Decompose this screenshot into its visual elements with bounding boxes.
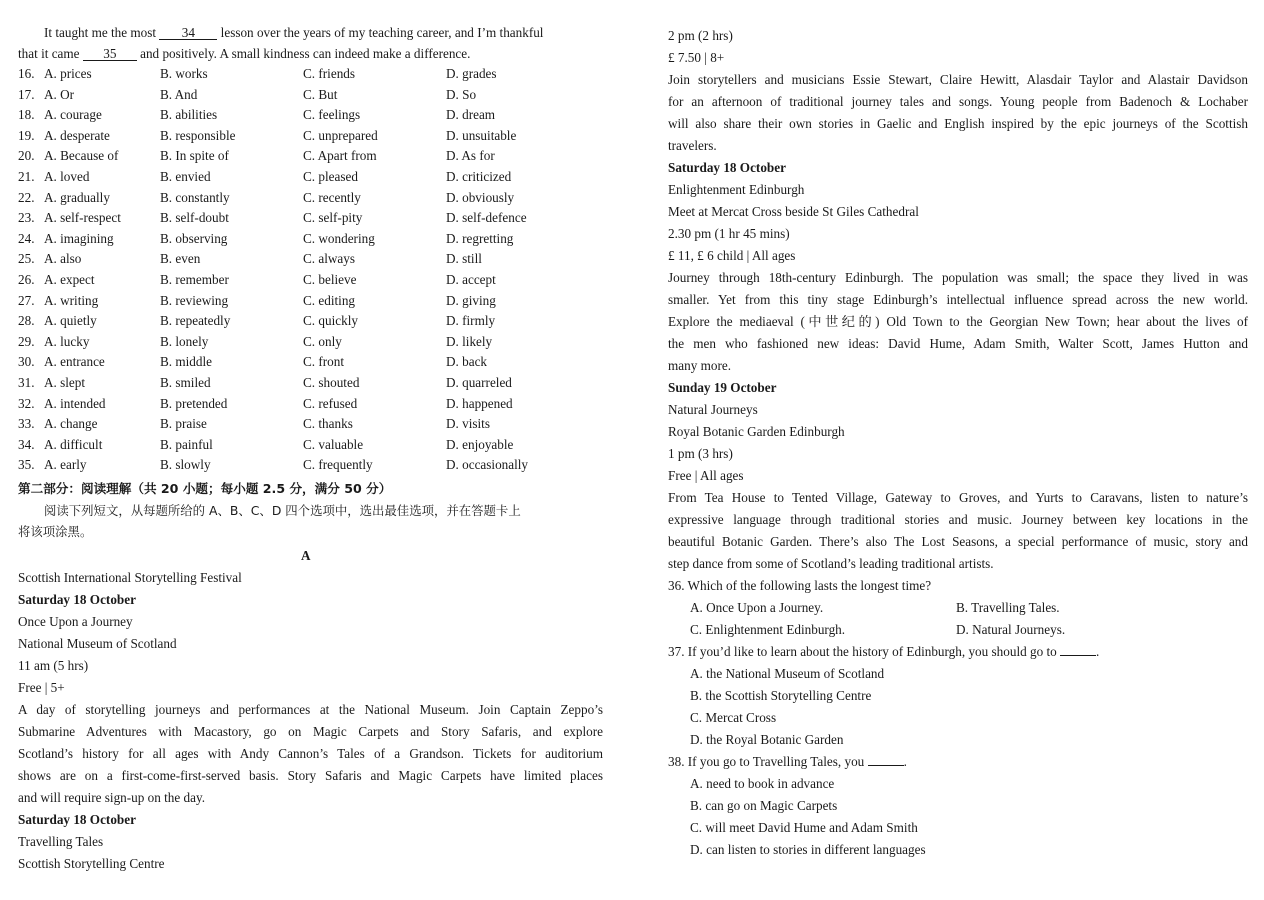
option-d: D. occasionally bbox=[446, 457, 529, 473]
option-b: B. pretended bbox=[160, 395, 228, 411]
question-stem: 38. If you go to Travelling Tales, you . bbox=[668, 754, 907, 769]
option-c: C. only bbox=[303, 333, 342, 349]
option-a: A. intended bbox=[44, 395, 106, 411]
option-c: C. valuable bbox=[303, 436, 364, 452]
option-a: A. need to book in advance bbox=[690, 776, 835, 791]
option-a: A. Once Upon a Journey. bbox=[690, 600, 824, 615]
option-c: C. But bbox=[303, 86, 338, 102]
option-a: A. entrance bbox=[44, 354, 105, 370]
option-c: C. feelings bbox=[303, 107, 361, 123]
option-d: D. back bbox=[446, 354, 488, 370]
cloze-text: lesson over the years of my teaching career, and I’m thankful bbox=[220, 25, 544, 40]
passage-line: 2.30 pm (1 hr 45 mins) bbox=[668, 226, 790, 241]
passage-line: Free | 5+ bbox=[18, 680, 65, 695]
question-number: 30. bbox=[18, 354, 35, 370]
option-c: C. unprepared bbox=[303, 127, 378, 143]
event-date-heading: Saturday 18 October bbox=[18, 812, 136, 827]
option-b: B. abilities bbox=[160, 107, 218, 123]
option-a: A. also bbox=[44, 251, 82, 267]
passage-line: £ 11, £ 6 child | All ages bbox=[668, 248, 796, 263]
option-c: C. shouted bbox=[303, 375, 360, 390]
question-number: 22. bbox=[18, 189, 35, 205]
question-number: 23. bbox=[18, 210, 35, 226]
question-number: 28. bbox=[18, 313, 35, 329]
option-b: B. painful bbox=[160, 436, 213, 452]
cloze-tail-line-1 bbox=[44, 25, 543, 41]
option-c: C. Apart from bbox=[303, 148, 377, 164]
question-number: 20. bbox=[18, 148, 35, 164]
option-c: C. refused bbox=[303, 395, 358, 411]
question-number: 35. bbox=[18, 457, 35, 473]
option-b: B. middle bbox=[160, 354, 213, 370]
option-d: D. criticized bbox=[446, 169, 512, 184]
option-b: B. Travelling Tales. bbox=[956, 600, 1060, 615]
option-c: C. always bbox=[303, 251, 356, 267]
option-c: C. Enlightenment Edinburgh. bbox=[690, 622, 846, 637]
passage-line: National Museum of Scotland bbox=[18, 636, 177, 651]
passage-line: Meet at Mercat Cross beside St Giles Cathedral bbox=[668, 204, 919, 219]
option-d: D. giving bbox=[446, 292, 496, 308]
option-b: B. responsible bbox=[160, 127, 236, 143]
passage-line: expressive language through traditional stories and music. Journey between key locations in the bbox=[668, 512, 1248, 527]
passage-line: Journey through 18th-century Edinburgh. The population was small; the space they lived in was bbox=[668, 270, 1248, 285]
option-d: D. likely bbox=[446, 333, 493, 349]
event-date-heading: Saturday 18 October bbox=[18, 592, 136, 607]
option-d: D. firmly bbox=[446, 313, 496, 329]
cloze-tail-line-2 bbox=[18, 46, 470, 62]
option-a: A. Or bbox=[44, 86, 75, 102]
question-stem: 37. If you’d like to learn about the history of Edinburgh, you should go to . bbox=[668, 644, 1100, 659]
option-d: D. visits bbox=[446, 416, 490, 432]
passage-line: shows are on a first-come-first-served basis. Story Safaris and Magic Carpets have limited places bbox=[18, 768, 603, 783]
blank-35: 35 bbox=[83, 47, 137, 61]
question-stem: 36. Which of the following lasts the longest time? bbox=[668, 578, 932, 593]
option-a: A. early bbox=[44, 457, 87, 473]
option-b: B. works bbox=[160, 66, 208, 81]
option-b: B. can go on Magic Carpets bbox=[690, 798, 838, 813]
passage-line: smaller. Yet from this tiny stage Edinburgh’s intellectual influence spread across the new world. bbox=[668, 292, 1248, 307]
option-b: B. observing bbox=[160, 230, 228, 246]
passage-line: will also share their own stories in Gaelic and English inspired by the epic journeys of the Scottish bbox=[668, 116, 1248, 131]
passage-line: Join storytellers and musicians Essie Stewart, Claire Hewitt, Alasdair Taylor and Alastair Davidson bbox=[668, 72, 1248, 87]
option-b: B. remember bbox=[160, 272, 229, 287]
option-a: A. loved bbox=[44, 169, 90, 184]
option-a: A. expect bbox=[44, 272, 95, 287]
option-c: C. friends bbox=[303, 66, 356, 81]
passage-line: and will require sign-up on the day. bbox=[18, 790, 206, 805]
option-b: B. self-doubt bbox=[160, 210, 229, 226]
option-a: A. difficult bbox=[44, 436, 103, 452]
part2-instructions-line-1: 阅读下列短文，从每题所给的 A、B、C、D 四个选项中，选出最佳选项，并在答题卡上 bbox=[44, 503, 521, 518]
option-a: A. gradually bbox=[44, 189, 110, 205]
passage-line: From Tea House to Tented Village, Gateway to Groves, and Yurts to Caravans, listen to nature’s bbox=[668, 490, 1248, 505]
passage-line: £ 7.50 | 8+ bbox=[668, 50, 725, 65]
answer-blank bbox=[868, 765, 904, 766]
option-a: A. change bbox=[44, 416, 98, 432]
option-c: C. self-pity bbox=[303, 210, 363, 226]
option-c: C. thanks bbox=[303, 416, 353, 432]
option-d: D. enjoyable bbox=[446, 436, 514, 452]
option-c: C. will meet David Hume and Adam Smith bbox=[690, 820, 918, 835]
passage-letter: A bbox=[301, 548, 311, 563]
question-number: 31. bbox=[18, 375, 35, 390]
option-b: B. praise bbox=[160, 416, 207, 432]
passage-line: many more. bbox=[668, 358, 731, 373]
option-a: A. writing bbox=[44, 292, 99, 308]
option-d: D. can listen to stories in different languages bbox=[690, 842, 926, 857]
blank-34: 34 bbox=[159, 26, 217, 40]
option-d: D. Natural Journeys. bbox=[956, 622, 1066, 637]
option-d: D. obviously bbox=[446, 189, 515, 205]
option-c: C. quickly bbox=[303, 313, 358, 329]
part2-instructions-line-2: 将该项涂黑。 bbox=[18, 524, 93, 539]
passage-line: travelers. bbox=[668, 138, 717, 153]
option-b: B. And bbox=[160, 86, 198, 102]
question-number: 19. bbox=[18, 127, 35, 143]
option-b: B. even bbox=[160, 251, 201, 267]
passage-line: 11 am (5 hrs) bbox=[18, 658, 89, 673]
option-b: B. In spite of bbox=[160, 148, 229, 164]
question-number: 16. bbox=[18, 66, 35, 81]
option-b: B. lonely bbox=[160, 333, 209, 349]
option-d: D. still bbox=[446, 251, 482, 267]
option-c: C. wondering bbox=[303, 230, 375, 246]
option-c: C. recently bbox=[303, 189, 361, 205]
option-a: A. quietly bbox=[44, 313, 97, 329]
option-d: D. So bbox=[446, 86, 477, 102]
passage-line: 2 pm (2 hrs) bbox=[668, 28, 733, 43]
option-c: C. front bbox=[303, 354, 345, 370]
option-d: D. accept bbox=[446, 272, 496, 287]
cloze-text: It taught me the most bbox=[44, 25, 157, 40]
option-a: A. lucky bbox=[44, 333, 90, 349]
option-d: D. happened bbox=[446, 395, 513, 411]
passage-line: Scottish Storytelling Centre bbox=[18, 856, 165, 871]
event-date-heading: Sunday 19 October bbox=[668, 380, 777, 395]
option-b: B. envied bbox=[160, 169, 211, 184]
option-b: B. repeatedly bbox=[160, 313, 231, 329]
option-d: D. As for bbox=[446, 148, 495, 164]
option-a: A. self-respect bbox=[44, 210, 121, 226]
option-c: C. Mercat Cross bbox=[690, 710, 777, 725]
passage-line: Explore the mediaeval (中世纪的) Old Town to the Georgian New Town; hear about the lives of bbox=[668, 314, 1248, 329]
passage-line: Once Upon a Journey bbox=[18, 614, 133, 629]
question-number: 24. bbox=[18, 230, 35, 246]
option-d: D. regretting bbox=[446, 230, 514, 246]
passage-line: Submarine Adventures with Macastory, go on Magic Carpets and Story Safaris, and explore bbox=[18, 724, 603, 739]
part2-heading: 第二部分：阅读理解（共 20 小题；每小题 2.5 分，满分 50 分） bbox=[18, 481, 392, 496]
passage-line: Enlightenment Edinburgh bbox=[668, 182, 805, 197]
passage-line: Royal Botanic Garden Edinburgh bbox=[668, 424, 845, 439]
question-number: 21. bbox=[18, 169, 35, 184]
option-b: B. constantly bbox=[160, 189, 230, 205]
question-number: 18. bbox=[18, 107, 35, 123]
option-a: A. Because of bbox=[44, 148, 119, 164]
question-number: 32. bbox=[18, 395, 35, 411]
passage-line: step dance from some of Scotland’s leading traditional artists. bbox=[668, 556, 994, 571]
question-number: 29. bbox=[18, 333, 35, 349]
option-d: D. quarreled bbox=[446, 375, 512, 390]
option-a: A. desperate bbox=[44, 127, 110, 143]
passage-line: 1 pm (3 hrs) bbox=[668, 446, 733, 461]
passage-line: Natural Journeys bbox=[668, 402, 758, 417]
question-number: 34. bbox=[18, 436, 35, 452]
passage-line: Travelling Tales bbox=[18, 834, 104, 849]
answer-blank bbox=[1060, 655, 1096, 656]
option-a: A. slept bbox=[44, 375, 86, 390]
passage-line: the men who fashioned new ideas: David Hume, Adam Smith, Walter Scott, James Hutton and bbox=[668, 336, 1248, 351]
option-a: A. prices bbox=[44, 66, 92, 81]
option-d: D. the Royal Botanic Garden bbox=[690, 732, 844, 747]
option-b: B. reviewing bbox=[160, 292, 229, 308]
passage-line: for an afternoon of traditional journey tales and songs. Young people from Badenoch & Lochaber bbox=[668, 94, 1248, 109]
question-number: 17. bbox=[18, 86, 35, 102]
option-d: D. unsuitable bbox=[446, 127, 517, 143]
option-c: C. editing bbox=[303, 292, 356, 308]
option-b: B. the Scottish Storytelling Centre bbox=[690, 688, 872, 703]
question-number: 27. bbox=[18, 292, 35, 308]
option-c: C. believe bbox=[303, 272, 357, 287]
option-b: B. smiled bbox=[160, 375, 211, 390]
option-d: D. self-defence bbox=[446, 210, 527, 226]
option-d: D. grades bbox=[446, 66, 497, 81]
passage-line: Scotland’s history for all ages with Andy Cannon’s Tales of a Grandson. Tickets for auditorium bbox=[18, 746, 603, 761]
passage-line: beautiful Botanic Garden. There’s also The Lost Seasons, a special performance of music, story and bbox=[668, 534, 1248, 549]
passage-line: Scottish International Storytelling Festival bbox=[18, 570, 242, 585]
question-number: 33. bbox=[18, 416, 35, 432]
question-number: 25. bbox=[18, 251, 35, 267]
option-a: A. imagining bbox=[44, 230, 114, 246]
question-number: 26. bbox=[18, 272, 35, 287]
passage-line: A day of storytelling journeys and performances at the National Museum. Join Captain Zeppo’s bbox=[18, 702, 603, 717]
option-c: C. frequently bbox=[303, 457, 373, 473]
option-a: A. the National Museum of Scotland bbox=[690, 666, 885, 681]
option-a: A. courage bbox=[44, 107, 102, 123]
option-c: C. pleased bbox=[303, 169, 358, 184]
event-date-heading: Saturday 18 October bbox=[668, 160, 786, 175]
cloze-text: and positively. A small kindness can indeed make a difference. bbox=[140, 46, 471, 61]
option-d: D. dream bbox=[446, 107, 496, 123]
passage-line: Free | All ages bbox=[668, 468, 744, 483]
cloze-text: that it came bbox=[18, 46, 80, 61]
option-b: B. slowly bbox=[160, 457, 211, 473]
